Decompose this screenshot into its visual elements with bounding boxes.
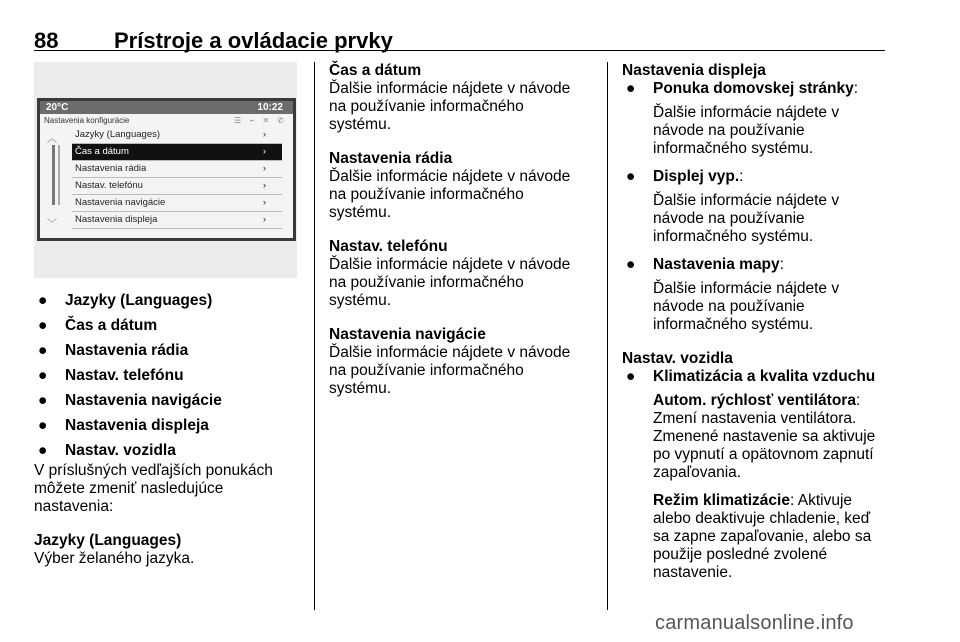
section-heading: Čas a dátum (329, 62, 422, 79)
text-line: informačného systému. (653, 228, 814, 245)
section-heading: Nastav. vozidla (622, 350, 733, 367)
text-line: návode na používanie (653, 298, 805, 315)
bullet-icon: ● (38, 417, 48, 434)
column-3 (622, 62, 897, 582)
bullet-icon: ● (38, 392, 48, 409)
item-label: Displej vyp. (653, 168, 740, 185)
item-suffix: : (779, 256, 784, 273)
item-label: Nastavenia mapy (653, 256, 780, 273)
clock-readout: 10:22 (257, 102, 283, 113)
list-item-text: Nastavenia displeja (65, 417, 209, 434)
section-radio (329, 150, 599, 222)
text-line: sa zapne zapaľovanie, alebo sa (653, 528, 872, 545)
screen-title: Nastavenia konfigurácie (44, 116, 130, 125)
item-suffix: : (739, 168, 744, 185)
text-line: Ďalšie informácie nájdete v (653, 104, 840, 121)
section-heading: Nastavenia rádia (329, 150, 453, 167)
page-header (34, 28, 885, 51)
section-heading: Nastav. telefónu (329, 238, 448, 255)
chevron-right-icon: › (262, 180, 266, 191)
sub-item-label: Autom. rýchlosť ventilátora (653, 392, 856, 409)
settings-row-time-date (72, 144, 282, 161)
list-item-text: Nastavenia navigácie (65, 392, 222, 409)
row-label: Nastavenia navigácie (75, 197, 166, 208)
text-line: Zmení nastavenia ventilátora. (653, 410, 857, 427)
column-1 (34, 292, 299, 568)
row-label: Nastav. telefónu (75, 180, 143, 191)
text-line: na používanie informačného (329, 186, 524, 203)
text-line: Ďalšie informácie nájdete v návode (329, 256, 571, 273)
list-item (34, 392, 299, 410)
text-line: Ďalšie informácie nájdete v návode (329, 80, 571, 97)
screen-title-bar (40, 114, 293, 127)
section-heading: Nastavenia displeja (622, 62, 766, 79)
scrollbar-thumb (58, 145, 60, 205)
text-line: systému. (329, 292, 392, 309)
fan-speed-paragraph (653, 392, 897, 482)
intro-paragraph (34, 462, 299, 516)
section-time-date (329, 62, 599, 134)
text-line: Ďalšie informácie nájdete v (653, 192, 840, 209)
watermark: carmanualsonline.info (655, 612, 854, 634)
text-line: na používanie informačného (329, 274, 524, 291)
settings-list (72, 127, 282, 229)
text-line: použije posledné zvolené (653, 546, 828, 563)
display-settings-list (622, 80, 897, 334)
sub-item-suffix: : (855, 392, 861, 409)
text-line: nastavenie. (653, 564, 733, 581)
text-line: Výber želaného jazyka. (34, 550, 195, 567)
list-item (34, 367, 299, 385)
item-description (653, 192, 897, 246)
column-divider (314, 62, 315, 610)
chevron-right-icon: › (262, 214, 266, 225)
bullet-icon: ● (626, 368, 636, 385)
temperature-readout: 20°C (46, 102, 69, 113)
status-icons: ☰ ⌁ ✕ ✆ (233, 116, 287, 125)
row-label: Jazyky (Languages) (75, 129, 161, 140)
page-number: 88 (34, 28, 59, 53)
text-line: nastavenia: (34, 498, 114, 515)
text-line: : Aktivuje (789, 492, 853, 509)
column-divider (607, 62, 608, 610)
text-line: zapaľovania. (653, 464, 742, 481)
bullet-icon: ● (38, 367, 48, 384)
scrollbar-track (52, 145, 55, 205)
chevron-right-icon: › (262, 163, 266, 174)
infotainment-screenshot (34, 62, 297, 278)
row-label: Nastavenia rádia (75, 163, 147, 174)
row-label: Čas a dátum (75, 146, 129, 157)
item-description (653, 104, 897, 158)
text-line: návode na používanie (653, 210, 805, 227)
text-line: alebo deaktivuje chladenie, keď (653, 510, 871, 527)
list-item-text: Nastav. telefónu (65, 367, 184, 384)
text-line: V príslušných vedľajších ponukách (34, 462, 273, 479)
section-navigation (329, 326, 599, 398)
settings-row-navigation (72, 195, 282, 212)
list-item-text: Nastavenia rádia (65, 342, 189, 359)
list-item (34, 317, 299, 335)
item-description (653, 280, 897, 334)
item-suffix: : (853, 80, 859, 97)
list-item-text: Čas a dátum (65, 317, 158, 334)
item-label: Klimatizácia a kvalita vzduchu (653, 368, 876, 385)
text-line: systému. (329, 204, 392, 221)
list-item (622, 256, 897, 334)
settings-row-phone (72, 178, 282, 195)
list-item (622, 168, 897, 246)
text-line: Zmenené nastavenie sa aktivuje (653, 428, 876, 445)
list-item (622, 80, 897, 158)
settings-row-languages (72, 127, 282, 144)
section-phone (329, 238, 599, 310)
text-line: na používanie informačného (329, 362, 524, 379)
list-item-text: Jazyky (Languages) (65, 292, 213, 309)
text-line: na používanie informačného (329, 98, 524, 115)
bullet-icon: ● (626, 256, 636, 273)
list-item (622, 368, 897, 582)
list-item (34, 417, 299, 435)
list-item (34, 442, 299, 460)
settings-row-display (72, 212, 282, 229)
section-heading: Nastavenia navigácie (329, 326, 486, 343)
text-line: Ďalšie informácie nájdete v (653, 280, 840, 297)
chevron-right-icon: › (262, 197, 266, 208)
text-line: informačného systému. (653, 140, 814, 157)
text-line: môžete zmeniť nasledujúce (34, 480, 224, 497)
text-line: po vypnutí a opätovnom zapnutí (653, 446, 874, 463)
scroll-down-icon: ﹀ (47, 219, 57, 230)
text-line: systému. (329, 116, 392, 133)
languages-section (34, 532, 299, 568)
item-label: Ponuka domovskej stránky (653, 80, 854, 97)
bullet-icon: ● (626, 168, 636, 185)
list-item-text: Nastav. vozidla (65, 442, 176, 459)
text-line: informačného systému. (653, 316, 814, 333)
column-2 (329, 62, 599, 414)
bullet-icon: ● (38, 317, 48, 334)
row-label: Nastavenia displeja (75, 214, 158, 225)
text-line: Ďalšie informácie nájdete v návode (329, 344, 571, 361)
settings-bullet-list (34, 292, 299, 460)
sub-item-label: Režim klimatizácie (653, 492, 790, 509)
text-line: Ďalšie informácie nájdete v návode (329, 168, 571, 185)
list-item (34, 342, 299, 360)
settings-row-radio (72, 161, 282, 178)
display-screen (40, 101, 293, 238)
display-frame (37, 98, 296, 241)
bullet-icon: ● (38, 292, 48, 309)
bullet-icon: ● (38, 342, 48, 359)
page-title: Prístroje a ovládacie prvky (114, 28, 393, 53)
vehicle-settings-list (622, 368, 897, 582)
scroll-up-icon: ︿ (47, 134, 57, 145)
list-item (34, 292, 299, 310)
climate-mode-paragraph (653, 492, 897, 582)
text-line: systému. (329, 380, 392, 397)
chevron-right-icon: › (262, 129, 266, 140)
section-heading: Jazyky (Languages) (34, 532, 182, 549)
chevron-right-icon: › (262, 146, 266, 157)
bullet-icon: ● (626, 80, 636, 97)
status-bar (40, 101, 293, 114)
text-line: návode na používanie (653, 122, 805, 139)
bullet-icon: ● (38, 442, 48, 459)
